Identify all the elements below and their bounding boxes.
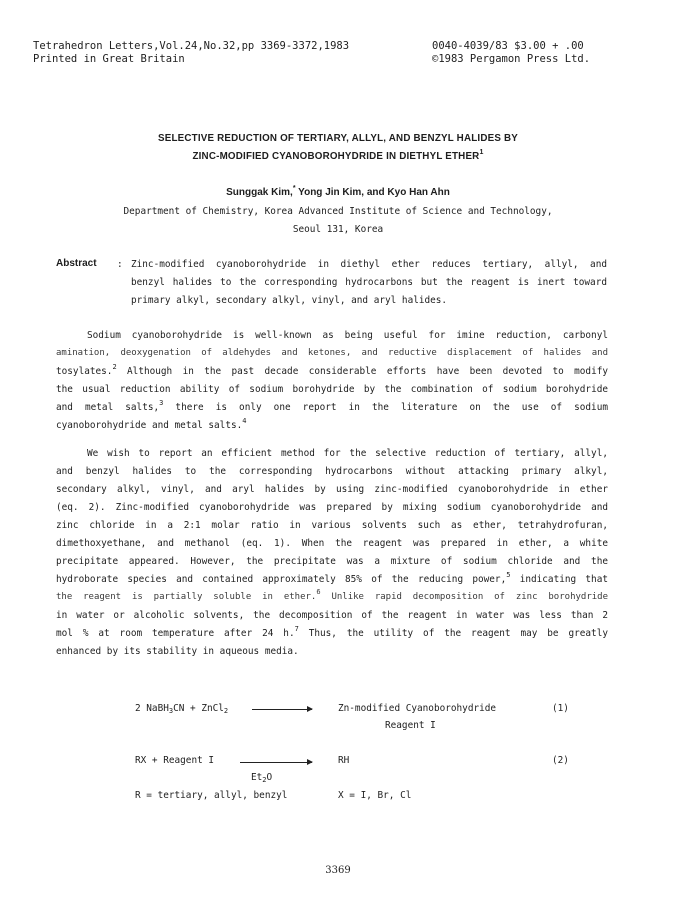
- abstract-colon: :: [117, 259, 123, 270]
- para1-line-1: Sodium cyanoborohydride is well-known as being useful for imine reduction, carbonyl: [87, 330, 608, 341]
- para2-line-11-b: Thus, the utility of the reagent may be greatly: [298, 628, 608, 639]
- para1-line-3-b: Although in the past decade considerable efforts have been devoted to modify: [116, 366, 608, 377]
- eq1-product-label: Reagent I: [385, 720, 436, 731]
- eq2-solvent-a: Et: [251, 772, 263, 783]
- corresponding-author-mark: *: [292, 185, 296, 192]
- ref-marker-4: 4: [242, 417, 247, 425]
- author-line: [0, 187, 676, 198]
- para2-line-1: We wish to report an efficient method for the selective reduction of tertiary, allyl,: [87, 448, 608, 459]
- title-line-2-text: ZINC-MODIFIED CYANOBOROHYDRIDE IN DIETHYL ETHER: [192, 151, 480, 162]
- para1-line-3-a: tosylates.: [56, 366, 113, 377]
- title-line-2: [0, 151, 676, 162]
- r-definition: R = tertiary, allyl, benzyl: [135, 790, 288, 801]
- ref-marker-3: 3: [159, 399, 164, 407]
- ref-marker-7: 7: [294, 625, 299, 633]
- eq1-reactant-a: 2 NaBH: [135, 703, 169, 714]
- para2-line-8: [56, 571, 608, 589]
- para1-line-2: amination, deoxygenation of aldehydes and ketones, and reductive displacement of halides and: [56, 348, 608, 358]
- para2-line-11-a: mol % at room temperature after 24 h.: [56, 628, 295, 639]
- eq2-product: RH: [338, 755, 350, 766]
- affiliation-line-2: Seoul 131, Korea: [292, 224, 384, 235]
- para1-line-4: the usual reduction ability of sodium borohydride by the combination of sodium borohydride: [56, 384, 608, 395]
- author-1: Sunggak Kim,: [226, 187, 293, 198]
- ref-marker-2: 2: [112, 363, 117, 371]
- journal-citation: Tetrahedron Letters,Vol.24,No.32,pp 3369-3372,1983: [33, 40, 350, 52]
- abstract-label: Abstract: [56, 258, 97, 269]
- ref-marker-5: 5: [506, 571, 511, 579]
- affiliation-line-1: Department of Chemistry, Korea Advanced Institute of Science and Technology,: [123, 206, 553, 217]
- eq2-number: (2): [552, 755, 569, 766]
- para2-line-5: zinc chloride in a 2:1 molar ratio in various solvents such as ether, tetrahydrofuran,: [56, 520, 608, 531]
- para2-line-7: precipitate appeared. However, the precipitate was a mixture of sodium chloride and the: [56, 556, 608, 567]
- para1-line-5: [56, 399, 608, 417]
- eq1-reactants: [135, 700, 228, 718]
- title-footnote-marker: 1: [479, 149, 484, 156]
- para2-line-8-b: indicating that: [510, 574, 608, 585]
- para2-line-9-b: Unlike rapid decomposition of zinc borohydride: [320, 592, 608, 602]
- x-definition: X = I, Br, Cl: [338, 790, 412, 801]
- journal-price-code: 0040-4039/83 $3.00 + .00: [432, 40, 584, 52]
- para2-line-12: enhanced by its stability in aqueous media.: [56, 646, 299, 657]
- eq1-reactant-b: CN + ZnCl: [173, 703, 224, 714]
- other-authors: Yong Jin Kim, and Kyo Han Ahn: [295, 187, 450, 198]
- abstract-line-2: benzyl halides to the corresponding hydrocarbons but the reagent is inert toward: [131, 277, 607, 288]
- para1-line-5-b: there is only one report in the literature on the use of sodium: [163, 402, 608, 413]
- para2-line-9: [56, 589, 608, 607]
- para1-line-6: [56, 417, 246, 435]
- para2-line-6: dimethoxyethane, and methanol (eq. 1). When the reagent was prepared in ether, a white: [56, 538, 608, 549]
- page-number: 3369: [325, 865, 351, 876]
- para2-line-10: in water or alcoholic solvents, the decomposition of the reagent in water was less than 2: [56, 610, 608, 621]
- title-line-1: SELECTIVE REDUCTION OF TERTIARY, ALLYL, AND BENZYL HALIDES BY: [157, 133, 518, 144]
- printed-note: Printed in Great Britain: [33, 53, 185, 65]
- para2-line-3: secondary alkyl, vinyl, and aryl halides by using zinc-modified cyanoborohydride in ether: [56, 484, 608, 495]
- eq1-reaction-arrow: [252, 709, 312, 710]
- para2-line-4: (eq. 2). Zinc-modified cyanoborohydride was prepared by mixing sodium cyanoborohydride and: [56, 502, 608, 513]
- para1-line-6-a: cyanoborohydride and metal salts.: [56, 420, 243, 431]
- para1-line-3: [56, 363, 608, 381]
- eq1-product: Zn-modified Cyanoborohydride: [338, 703, 497, 714]
- para2-line-2: and benzyl halides to the corresponding hydrocarbons without attacking primary alkyl,: [56, 466, 608, 477]
- abstract-line-3: primary alkyl, secondary alkyl, vinyl, and aryl halides.: [131, 295, 448, 306]
- eq2-solvent-b: O: [266, 772, 273, 783]
- abstract-line-1: Zinc-modified cyanoborohydride in diethyl ether reduces tertiary, allyl, and: [131, 259, 607, 270]
- eq2-solvent-sub: 2: [262, 776, 267, 784]
- eq1-sub-2: 2: [223, 707, 229, 715]
- eq2-solvent: [251, 769, 272, 787]
- eq2-reaction-arrow: [240, 762, 312, 763]
- para2-line-9-a: the reagent is partially soluble in ether.: [56, 592, 317, 602]
- eq1-number: (1): [552, 703, 569, 714]
- copyright-note: ©1983 Pergamon Press Ltd.: [432, 53, 591, 65]
- para1-line-5-a: and metal salts,: [56, 402, 160, 413]
- para2-line-8-a: hydroborate species and contained approximately 85% of the reducing power,: [56, 574, 507, 585]
- eq1-sub-3: 3: [168, 707, 174, 715]
- para2-line-11: [56, 625, 608, 643]
- ref-marker-6: 6: [316, 588, 321, 596]
- eq2-reactants: RX + Reagent I: [135, 755, 215, 766]
